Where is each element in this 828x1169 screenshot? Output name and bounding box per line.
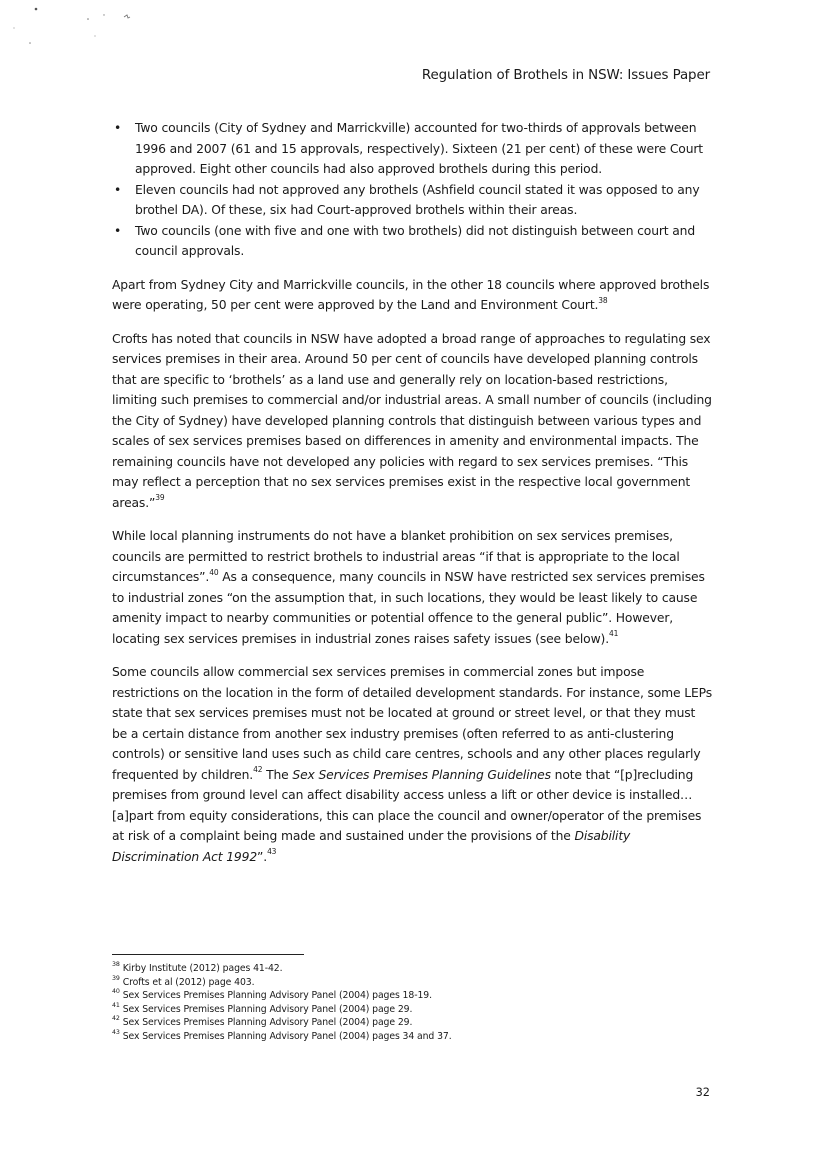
footnote [112, 976, 712, 990]
page-number: 32 [695, 1086, 710, 1099]
paragraph-text: As a consequence, many councils in NSW have restricted sex services premises to industrial zones “on the assumption that, in such locations, they would be least likely to cause amenity impact to nearby communities or potential offence to the general public”. However, locating sex services premises in industrial zones raises safety issues (see below). [112, 570, 705, 646]
paragraph-text: ”. [257, 849, 268, 864]
footnote-text: Crofts et al (2012) page 403. [122, 976, 255, 988]
paragraph-approvals [112, 275, 712, 316]
bullet-icon: • [114, 223, 122, 238]
footnote [112, 1016, 712, 1030]
footnote-ref: 43 [267, 847, 277, 857]
footnote-text: Kirby Institute (2012) pages 41-42. [122, 963, 283, 974]
footnote [112, 962, 712, 976]
paragraph-planning-instruments [112, 526, 712, 649]
footnote-text: Sex Services Premises Planning Advisory Panel (2004) pages 18-19. [122, 990, 432, 1002]
footnote-number: 41 [112, 1001, 120, 1009]
bullet-text: Eleven councils had not approved any brothels (Ashfield council stated it was opposed to any brothel DA). Of these, six had Court-approved brothels within their areas. [135, 182, 700, 217]
bullet-item [112, 180, 712, 221]
footnotes [112, 962, 712, 1044]
footnote-ref: 42 [253, 765, 263, 775]
paragraph-text: Apart from Sydney City and Marrickville councils, in the other 18 councils where approved brothels were operating, 50 per cent were approved by the Land and Environment Court. [112, 277, 710, 312]
footnote-text: Sex Services Premises Planning Advisory Panel (2004) page 29. [122, 1017, 413, 1029]
page-header-title: Regulation of Brothels in NSW: Issues Paper [421, 68, 710, 83]
bullet-list [112, 118, 712, 262]
footnote-number: 40 [112, 988, 120, 996]
footnote-ref: 40 [209, 567, 219, 577]
paragraph-commercial-zones [112, 662, 712, 867]
paragraph-text: Some councils allow commercial sex services premises in commercial zones but impose restrictions on the location in the form of detailed development standards. For instance, some LEPs state that sex services premises must not be located at ground or street level, or that they must be a certain distance from another sex industry premises (often referred to as anti-clustering controls) or sensitive land uses such as child care centres, schools and any other places regularly frequented by children. [112, 665, 713, 782]
bullet-icon: • [114, 121, 122, 135]
guidelines-title: Sex Services Premises Planning Guidelines [292, 767, 551, 782]
footnote-number: 43 [112, 1028, 120, 1036]
paragraph-text: The [262, 767, 293, 782]
paragraph-text: Crofts has noted that councils in NSW have adopted a broad range of approaches to regulating sex services premises in their area. Around 50 per cent of councils have developed planning controls that are specific to ‘brothels’ as a land use and generally rely on location-based restrictions, limiting such premises to commercial and/or industrial areas. A small number of councils (including the City of Sydney) have developed planning controls that distinguish between various types and scales of sex services premises based on differences in amenity and environmental impacts. The remaining councils have not developed any policies with regard to sex services premises. “This may reflect a perception that no sex services premises exist in the respective local government areas.” [112, 331, 712, 510]
bullet-icon: • [114, 182, 122, 197]
footnote [112, 989, 712, 1003]
scan-artifact-marks [0, 0, 140, 50]
paragraph-text: note that “[p]recluding premises from ground level can affect disability access unless a lift or other device is installed…[a]part from equity considerations, this can place the council and owner/operator of the premises at risk of a complaint being made and sustained under the provisions of the [112, 767, 702, 843]
body-text [112, 118, 712, 867]
footnote-ref: 39 [155, 493, 165, 503]
bullet-text: Two councils (City of Sydney and Marrickville) accounted for two-thirds of approvals between 1996 and 2007 (61 and 15 approvals, respectively). Sixteen (21 per cent) of these were Court approved. Eight other councils had also approved brothels during this period. [135, 121, 703, 176]
footnote-number: 39 [112, 974, 120, 982]
bullet-item [112, 221, 712, 262]
paragraph-crofts [112, 329, 712, 514]
footnote-ref: 38 [598, 295, 608, 305]
act-title: Disability Discrimination Act 1992 [112, 829, 631, 864]
footnote-divider [112, 954, 304, 955]
footnote [112, 1030, 712, 1044]
footnote-text: Sex Services Premises Planning Advisory Panel (2004) pages 34 and 37. [122, 1030, 452, 1042]
paragraph-text: While local planning instruments do not have a blanket prohibition on sex services premises, councils are permitted to restrict brothels to industrial areas “if that is appropriate to the local circumstances”. [112, 529, 680, 584]
footnote-number: 42 [112, 1015, 120, 1023]
footnote-number: 38 [112, 960, 120, 968]
bullet-item [112, 118, 712, 180]
footnote-text: Sex Services Premises Planning Advisory Panel (2004) page 29. [122, 1003, 413, 1015]
footnote-ref: 41 [608, 629, 619, 639]
bullet-text: Two councils (one with five and one with two brothels) did not distinguish between court and council approvals. [135, 223, 696, 258]
footnote [112, 1003, 712, 1017]
